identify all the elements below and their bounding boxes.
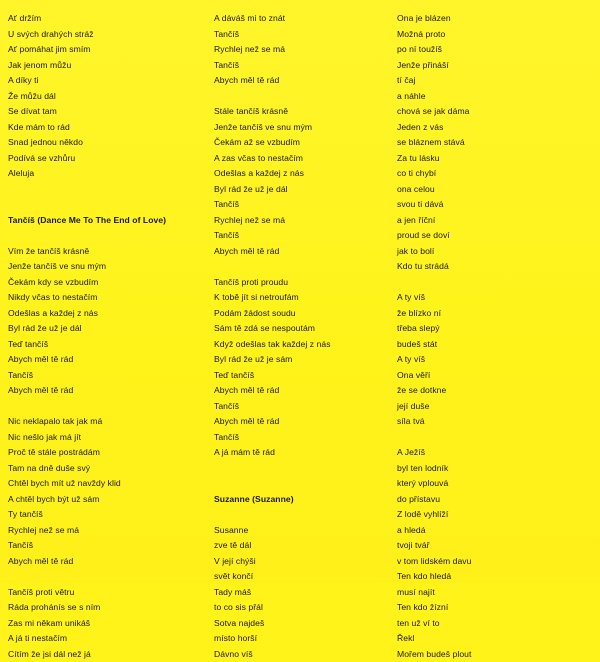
lyric-line: Stále tančíš krásně [214,104,331,120]
lyric-line: svou ti dává [397,197,471,213]
lyric-line: Ať pomáhat jim smím [8,42,166,58]
lyric-line: Byl rád že už je dál [8,321,166,337]
lyric-line: Teď tančíš [8,337,166,353]
song-title: Tančíš (Dance Me To The End of Love) [8,213,166,229]
lyric-line: Rychlej než se má [214,42,331,58]
stanza-gap [8,182,166,198]
lyric-line: Tam na dně duše svý [8,461,166,477]
stanza-gap [8,569,166,585]
lyric-line: Nic neklapalo tak jak má [8,414,166,430]
lyric-line: Tančíš [214,197,331,213]
lyric-line: a hledá [397,523,471,539]
lyric-line: Podám žádost soudu [214,306,331,322]
lyric-line: zve tě dál [214,538,331,554]
lyric-line: Rychlej než se má [214,213,331,229]
lyric-line: Abych měl tě rád [214,244,331,260]
stanza-gap [214,461,331,477]
lyric-line: Jenže tančíš ve snu mým [214,120,331,136]
lyric-line: Ten kdo žízní [397,600,471,616]
stanza-gap [8,228,166,244]
lyric-line: síla tvá [397,414,471,430]
lyric-line: ona celou [397,182,471,198]
lyric-line: Jak jenom můžu [8,58,166,74]
lyric-line: K tobě jít si netroufám [214,290,331,306]
lyric-line: Abych měl tě rád [8,352,166,368]
lyric-line: Když odešlas tak každej z nás [214,337,331,353]
lyric-line: co ti chybí [397,166,471,182]
lyric-line: Sám tě zdá se nespoutám [214,321,331,337]
lyric-line: Vím že tančíš krásně [8,244,166,260]
lyric-line: že se dotkne [397,383,471,399]
lyric-line: proud se doví [397,228,471,244]
lyric-line: Odešlas a každej z nás [8,306,166,322]
lyric-line: který vplouvá [397,476,471,492]
stanza-gap [8,399,166,415]
lyric-line: budeš stát [397,337,471,353]
lyric-line: Možná proto [397,27,471,43]
lyric-line: se bláznem stává [397,135,471,151]
lyric-line: Ona věří [397,368,471,384]
lyric-line: a náhle [397,89,471,105]
lyric-line: Abych měl tě rád [8,554,166,570]
lyric-line: Jenže tančíš ve snu mým [8,259,166,275]
stanza-gap [214,259,331,275]
lyrics-column-2 [214,11,331,662]
lyric-line: Kde mám to rád [8,120,166,136]
lyric-line: chová se jak dáma [397,104,471,120]
lyric-line: Abych měl tě rád [8,383,166,399]
lyric-line: A dáváš mi to znát [214,11,331,27]
lyric-line: Dávno víš [214,647,331,662]
lyric-line: Teď tančíš [214,368,331,384]
stanza-gap [397,430,471,446]
lyric-line: Čekám až se vzbudím [214,135,331,151]
lyric-line: A zas včas to nestačím [214,151,331,167]
song-title: Suzanne (Suzanne) [214,492,331,508]
lyric-line: Ať držím [8,11,166,27]
lyric-line: Se dívat tam [8,104,166,120]
lyric-line: byl ten lodník [397,461,471,477]
lyric-line: její duše [397,399,471,415]
lyric-line: Susanne [214,523,331,539]
lyric-line: Aleluja [8,166,166,182]
lyric-line: Kdo tu strádá [397,259,471,275]
lyric-line: Tančíš [214,58,331,74]
lyric-line: Jeden z vás [397,120,471,136]
lyric-line: A ty víš [397,352,471,368]
stanza-gap [397,275,471,291]
lyric-line: V její chýši [214,554,331,570]
lyric-line: jak to bolí [397,244,471,260]
lyric-line: Nikdy včas to nestačím [8,290,166,306]
lyric-line: Řekl [397,631,471,647]
lyric-line: Tančíš [214,228,331,244]
lyric-line: Abych měl tě rád [214,414,331,430]
lyric-line: po ní toužíš [397,42,471,58]
lyric-line: Byl rád že už je dál [214,182,331,198]
lyric-line: Ona je blázen [397,11,471,27]
lyric-line: Sotva najdeš [214,616,331,632]
lyric-line: Z lodě vyhlíží [397,507,471,523]
lyric-line: Za tu lásku [397,151,471,167]
lyric-line: Snad jednou někdo [8,135,166,151]
lyric-line: Cítím že jsi dál než já [8,647,166,662]
lyric-line: musí najít [397,585,471,601]
lyric-line: Tančíš [8,368,166,384]
lyric-line: Abych měl tě rád [214,73,331,89]
lyric-line: U svých drahých stráž [8,27,166,43]
lyric-line: to co sis přál [214,600,331,616]
lyric-line: Podívá se vzhůru [8,151,166,167]
lyric-line: A Ježíš [397,445,471,461]
lyric-line: Rychlej než se má [8,523,166,539]
lyric-line: Tančíš [214,27,331,43]
lyric-line: Byl rád že už je sám [214,352,331,368]
lyrics-column-1 [8,11,166,662]
lyric-line: ten už ví to [397,616,471,632]
lyric-line: Proč tě stále postrádám [8,445,166,461]
lyric-line: Tančíš [8,538,166,554]
stanza-gap [214,476,331,492]
stanza-gap [8,197,166,213]
lyric-line: Zas mi někam unikáš [8,616,166,632]
lyric-line: A díky ti [8,73,166,89]
lyric-line: Chtěl bych mít už navždy klid [8,476,166,492]
lyric-line: Tančíš [214,399,331,415]
lyric-line: A já ti nestačím [8,631,166,647]
lyric-line: místo horší [214,631,331,647]
stanza-gap [214,507,331,523]
lyric-line: Odešlas a každej z nás [214,166,331,182]
lyric-line: Nic nešlo jak má jít [8,430,166,446]
lyric-line: A ty víš [397,290,471,306]
lyric-line: Abych měl tě rád [214,383,331,399]
lyric-line: Že můžu dál [8,89,166,105]
lyric-line: A já mám tě rád [214,445,331,461]
lyric-line: svět končí [214,569,331,585]
lyric-line: Jenže přináší [397,58,471,74]
lyric-line: Ráda prohánís se s ním [8,600,166,616]
lyrics-column-3 [397,11,471,662]
lyric-line: Čekám kdy se vzbudím [8,275,166,291]
lyric-line: Ten kdo hledá [397,569,471,585]
stanza-gap [214,89,331,105]
lyric-line: tí čaj [397,73,471,89]
lyric-line: třeba slepý [397,321,471,337]
lyric-line: Mořem budeš plout [397,647,471,662]
lyric-line: a jen říční [397,213,471,229]
lyric-line: že blízko ní [397,306,471,322]
lyric-line: Tady máš [214,585,331,601]
lyric-line: tvoji tvář [397,538,471,554]
lyric-line: Ty tančíš [8,507,166,523]
lyric-line: A chtěl bych být už sám [8,492,166,508]
lyric-line: v tom lidském davu [397,554,471,570]
lyric-line: do přístavu [397,492,471,508]
lyric-line: Tančíš proti proudu [214,275,331,291]
lyric-line: Tančíš proti větru [8,585,166,601]
lyric-line: Tančíš [214,430,331,446]
